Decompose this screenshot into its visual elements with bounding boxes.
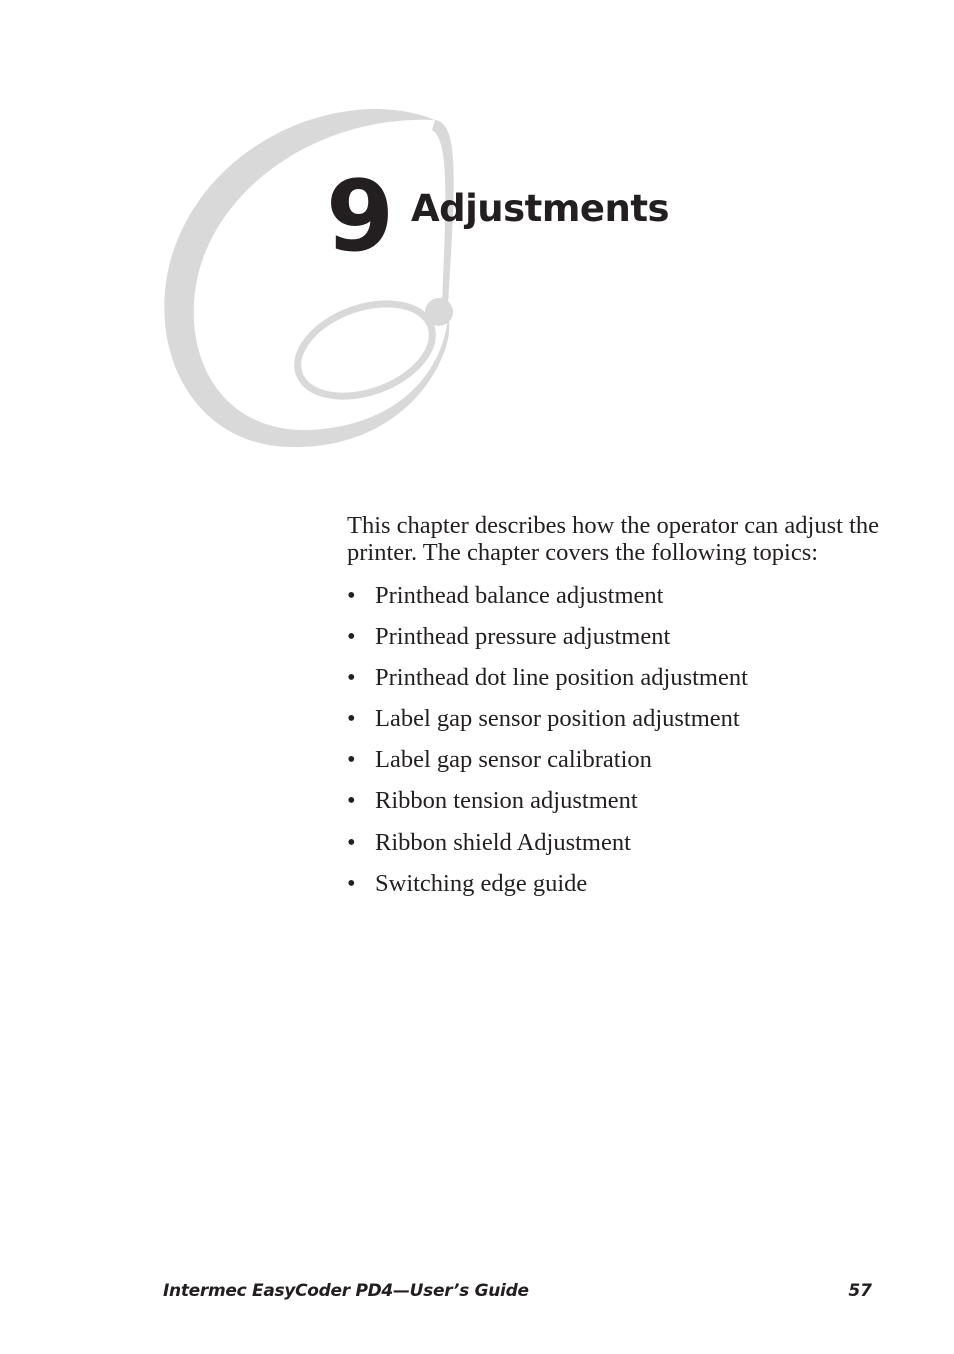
inner-loop: [285, 287, 445, 414]
list-item: [347, 620, 887, 661]
ring-node: [425, 298, 453, 326]
list-item: [347, 784, 887, 825]
topic-list: [347, 579, 887, 908]
topic-label: Switching edge guide: [375, 869, 588, 897]
bullet-glyph: •: [347, 869, 356, 897]
chapter-number: 9: [326, 160, 393, 274]
bullet-glyph: •: [347, 705, 356, 733]
topic-label: Label gap sensor calibration: [375, 746, 652, 774]
topic-label: Printhead balance adjustment: [375, 582, 664, 609]
chapter-title: Adjustments: [411, 187, 670, 230]
list-item: [347, 579, 887, 620]
list-item: [347, 702, 887, 743]
bullet-glyph: •: [347, 787, 356, 815]
outer-ring: [164, 109, 449, 447]
footer-page-number: 57: [848, 1281, 872, 1301]
list-item: [347, 661, 887, 702]
topic-label: Printhead pressure adjustment: [375, 623, 671, 651]
bullet-glyph: •: [347, 582, 356, 609]
bullet-glyph: •: [347, 664, 356, 692]
topic-label: Printhead dot line position adjustment: [375, 664, 748, 692]
intro-paragraph: This chapter describes how the operator can adjust the printer. The chapter covers the following topics:: [347, 512, 880, 566]
list-item: [347, 826, 887, 867]
footer-guide-title: Intermec EasyCoder PD4—User’s Guide: [163, 1281, 529, 1301]
topic-label: Ribbon shield Adjustment: [375, 828, 631, 856]
bullet-glyph: •: [347, 828, 356, 856]
bullet-glyph: •: [347, 746, 356, 774]
chapter-ring-graphic: [150, 95, 470, 465]
topic-label: Ribbon tension adjustment: [375, 787, 638, 815]
list-item: [347, 867, 887, 908]
list-item: [347, 743, 887, 784]
topic-label: Label gap sensor position adjustment: [375, 705, 740, 733]
bullet-glyph: •: [347, 623, 356, 651]
